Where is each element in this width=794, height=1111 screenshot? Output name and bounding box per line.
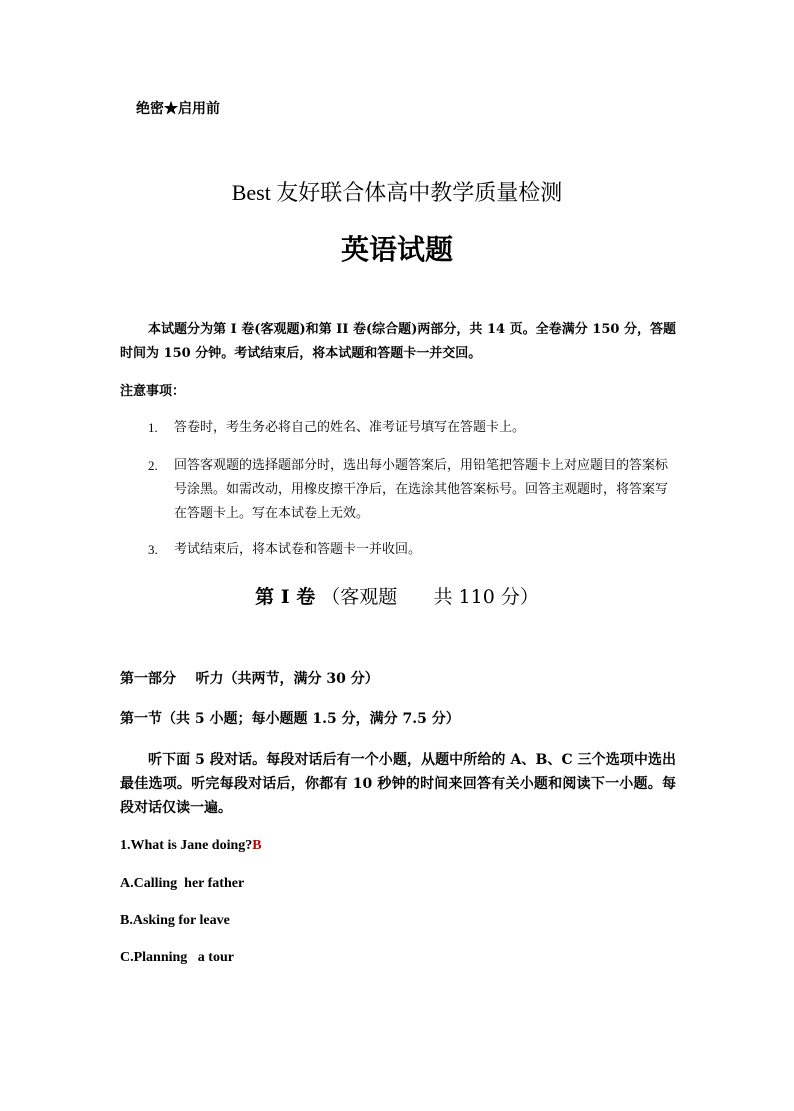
section-directions: 听下面 5 段对话。每段对话后有一个小题，从题中所给的 A、B、C 三个选项中选出最佳选项。听完每段对话后，你都有 10 秒钟的时间来回答有关小题和阅读下一小题。每段对话仅读一遍。 (120, 752, 676, 816)
intro-paragraph: 本试题分为第 I 卷(客观题)和第 II 卷(综合题)两部分，共 14 页。全卷满分 150 分，答题时间为 150 分钟。考试结束后，将本试题和答题卡一并交回。 (120, 322, 676, 361)
note-number: 3. (148, 542, 158, 557)
question-stem (120, 838, 262, 854)
question-text: 1.What is Jane doing? (120, 838, 253, 853)
volume-desc: （客观题 共 110 分） (321, 586, 539, 608)
option-b: B.Asking for leave (120, 913, 230, 928)
note-item (148, 454, 676, 526)
exam-title: Best 友好联合体高中教学质量检测 (231, 180, 563, 205)
volume-title (0, 582, 794, 609)
option-a: A.Calling her father (120, 876, 245, 891)
option-c: C.Planning a tour (120, 950, 234, 965)
volume-label: 第 I 卷 (255, 586, 316, 608)
note-text: 回答客观题的选择题部分时，选出每小题答案后，用铅笔把答题卡上对应题目的答案标号涂黑。如需改动，用橡皮擦干净后，在选涂其他答案标号。回答主观题时，将答案写在答题卡上。写在本试卷上无效。 (174, 458, 669, 521)
answer-mark: B (252, 838, 262, 853)
notes-title: 注意事项： (120, 384, 186, 399)
confidential-label: 绝密★启用前 (136, 101, 220, 117)
note-item (148, 538, 676, 562)
note-item (148, 416, 676, 440)
note-number: 1. (148, 420, 158, 435)
section-title: 第一节（共 5 小题；每小题题 1.5 分，满分 7.5 分） (120, 711, 460, 727)
part-title: 第一部分 听力（共两节，满分 30 分） (120, 671, 379, 687)
note-number: 2. (148, 458, 158, 473)
note-text: 答卷时，考生务必将自己的姓名、准考证号填写在答题卡上。 (174, 420, 526, 435)
subject-title: 英语试题 (340, 233, 453, 266)
note-text: 考试结束后，将本试卷和答题卡一并收回。 (174, 542, 422, 557)
